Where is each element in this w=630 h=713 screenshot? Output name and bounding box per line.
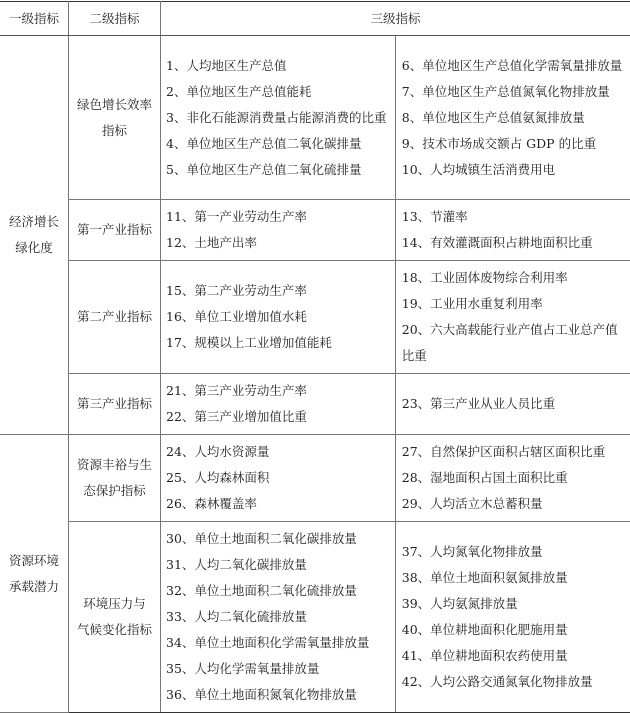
table-row bbox=[0, 374, 630, 435]
level3-item: 4、单位地区生产总值二氧化碳排量 bbox=[166, 131, 395, 157]
level3-item: 29、人均活立木总蓄积量 bbox=[402, 491, 630, 517]
level2-cell bbox=[69, 36, 161, 200]
level3-item: 15、第二产业劳动生产率 bbox=[166, 278, 395, 304]
level2-cell bbox=[69, 374, 161, 435]
level3-item: 35、人均化学需氧量排放量 bbox=[166, 656, 395, 682]
level3-item: 23、第三产业从业人员比重 bbox=[402, 391, 630, 417]
level3-item: 6、单位地区生产总值化学需氧量排放量 bbox=[402, 53, 630, 79]
level1-cell bbox=[0, 435, 69, 713]
level3-left-cell bbox=[161, 200, 396, 261]
level3-right-cell bbox=[395, 261, 630, 374]
table-row bbox=[0, 522, 630, 713]
level3-left-cell bbox=[161, 435, 396, 522]
level3-item: 18、工业固体废物综合利用率 bbox=[402, 265, 630, 291]
level3-item: 41、单位耕地面积农药使用量 bbox=[402, 643, 630, 669]
header-level3: 三级指标 bbox=[161, 2, 630, 36]
level3-item: 17、规模以上工业增加值能耗 bbox=[166, 330, 395, 356]
level3-item: 10、人均城镇生活消费用电 bbox=[402, 157, 630, 183]
header-level2: 二级指标 bbox=[69, 2, 161, 36]
level3-item: 42、人均公路交通氮氧化物排放量 bbox=[402, 669, 630, 695]
level3-item: 21、第三产业劳动生产率 bbox=[166, 378, 395, 404]
level1-cell bbox=[0, 36, 69, 435]
level3-item: 14、有效灌溉面积占耕地面积比重 bbox=[402, 230, 630, 256]
level2-label: 资源丰裕与生 bbox=[69, 452, 160, 478]
level3-right-cell bbox=[395, 200, 630, 261]
header-row bbox=[0, 2, 630, 36]
level1-label: 承载潜力 bbox=[0, 574, 68, 600]
level3-item: 36、单位土地面积氮氧化物排放量 bbox=[166, 682, 395, 708]
level2-label: 第一产业指标 bbox=[69, 217, 160, 243]
level3-item: 38、单位土地面积氨氮排放量 bbox=[402, 565, 630, 591]
table-row bbox=[0, 261, 630, 374]
level2-cell bbox=[69, 522, 161, 713]
table-body bbox=[0, 36, 630, 713]
level2-label: 态保护指标 bbox=[69, 478, 160, 504]
level3-item: 7、单位地区生产总值氮氧化物排放量 bbox=[402, 79, 630, 105]
level3-item: 1、人均地区生产总值 bbox=[166, 53, 395, 79]
level3-item: 9、技术市场成交额占 GDP 的比重 bbox=[402, 131, 630, 157]
level2-label: 环境压力与 bbox=[69, 591, 160, 617]
level2-cell bbox=[69, 200, 161, 261]
level1-label: 绿化度 bbox=[0, 235, 68, 261]
level3-item: 26、森林覆盖率 bbox=[166, 491, 395, 517]
level3-item: 12、土地产出率 bbox=[166, 230, 395, 256]
table-row bbox=[0, 435, 630, 522]
header-level1: 一级指标 bbox=[0, 2, 69, 36]
level3-item: 27、自然保护区面积占辖区面积比重 bbox=[402, 439, 630, 465]
level3-left-cell bbox=[161, 36, 396, 200]
level3-item: 25、人均森林面积 bbox=[166, 465, 395, 491]
level3-item: 33、人均二氧化硫排放量 bbox=[166, 604, 395, 630]
level3-item: 34、单位土地面积化学需氧量排放量 bbox=[166, 630, 395, 656]
level3-item: 40、单位耕地面积化肥施用量 bbox=[402, 617, 630, 643]
level3-right-cell bbox=[395, 435, 630, 522]
level1-label: 经济增长 bbox=[0, 209, 68, 235]
level3-item: 13、节灌率 bbox=[402, 204, 630, 230]
level2-cell bbox=[69, 261, 161, 374]
level3-item: 32、单位土地面积二氧化硫排放量 bbox=[166, 578, 395, 604]
level2-label: 绿色增长效率 bbox=[69, 92, 160, 118]
level3-left-cell bbox=[161, 261, 396, 374]
level2-label: 第三产业指标 bbox=[69, 391, 160, 417]
level3-item: 22、第三产业增加值比重 bbox=[166, 404, 395, 430]
level3-item: 11、第一产业劳动生产率 bbox=[166, 204, 395, 230]
level3-right-cell bbox=[395, 522, 630, 713]
table-row bbox=[0, 200, 630, 261]
table-row bbox=[0, 36, 630, 200]
level2-label: 气候变化指标 bbox=[69, 617, 160, 643]
level3-left-cell bbox=[161, 374, 396, 435]
level2-label: 指标 bbox=[69, 118, 160, 144]
level3-item: 3、非化石能源消费量占能源消费的比重 bbox=[166, 105, 395, 131]
level3-item: 16、单位工业增加值水耗 bbox=[166, 304, 395, 330]
level3-item: 20、六大高载能行业产值占工业总产值比重 bbox=[402, 317, 630, 369]
level3-item: 28、湿地面积占国土面积比重 bbox=[402, 465, 630, 491]
level3-right-cell bbox=[395, 36, 630, 200]
level2-label: 第二产业指标 bbox=[69, 304, 160, 330]
level3-item: 5、单位地区生产总值二氧化硫排量 bbox=[166, 157, 395, 183]
level2-cell bbox=[69, 435, 161, 522]
level3-item: 31、人均二氧化碳排放量 bbox=[166, 552, 395, 578]
level3-item: 8、单位地区生产总值氨氮排放量 bbox=[402, 105, 630, 131]
level3-item: 19、工业用水重复利用率 bbox=[402, 291, 630, 317]
indicator-table bbox=[0, 1, 630, 713]
level1-label: 资源环境 bbox=[0, 548, 68, 574]
level3-item: 24、人均水资源量 bbox=[166, 439, 395, 465]
level3-item: 30、单位土地面积二氧化碳排放量 bbox=[166, 526, 395, 552]
level3-item: 2、单位地区生产总值能耗 bbox=[166, 79, 395, 105]
level3-left-cell bbox=[161, 522, 396, 713]
level3-right-cell bbox=[395, 374, 630, 435]
level3-item: 39、人均氨氮排放量 bbox=[402, 591, 630, 617]
level3-item: 37、人均氮氧化物排放量 bbox=[402, 539, 630, 565]
